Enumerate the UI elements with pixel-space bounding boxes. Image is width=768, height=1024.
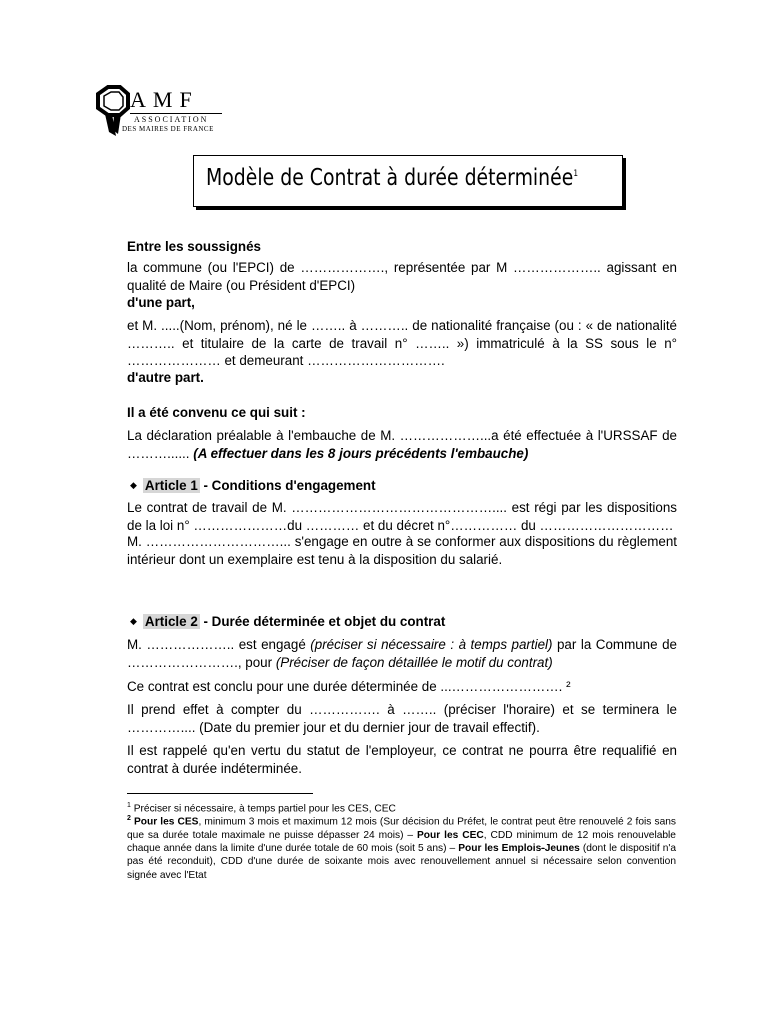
agreement-heading: Il a été convenu ce qui suit : — [127, 405, 306, 420]
footnote-1-text: Préciser si nécessaire, à temps partiel pour les CES, CEC — [130, 803, 396, 815]
footnote-ej-1: Pour les Emplois — [458, 842, 542, 854]
article1-para1: Le contrat de travail de M. ……………………………………….... est régi par les dispositions de la loi n° …………………du ………… et du décret n°…………… du ………………………… — [127, 500, 677, 533]
declaration-text: La déclaration préalable à l'embauche de M. ………………...a été effectuée à l'URSSAF de ………...... — [127, 428, 677, 461]
declaration-paragraph — [127, 427, 677, 462]
article2-para3: Il prend effet à compter du ……………. à …….. (préciser l'horaire) et se terminera le ………….... (Date du premier jour et du dernier jour de travail effectif). — [127, 702, 677, 735]
footnote-ej-2: Jeunes — [544, 842, 580, 854]
article1-number: Article 1 — [144, 478, 198, 493]
article1-title: - Conditions d'engagement — [199, 478, 376, 493]
parties-heading: Entre les soussignés — [127, 239, 261, 254]
logo-line2: DES MAIRES DE FRANCE — [122, 125, 214, 133]
title-box — [193, 155, 623, 207]
footnote-ej-dash: - — [541, 842, 545, 854]
amf-logo — [92, 84, 232, 144]
part1-label: d'une part, — [127, 295, 195, 310]
footnote-2 — [127, 812, 676, 882]
declaration-note: (A effectuer dans les 8 jours précédents l'embauche) — [193, 445, 529, 461]
bullet-icon: ◆ — [130, 480, 137, 490]
footnote-2-mark: 2 — [127, 815, 131, 822]
title-text: Modèle de Contrat à durée déterminée — [206, 165, 574, 191]
article2-para1 — [127, 636, 677, 671]
logo-letters: AMF — [130, 87, 199, 112]
article2-number: Article 2 — [144, 614, 198, 629]
logo-line1: ASSOCIATION — [134, 115, 209, 124]
footnote-cec: Pour les CEC — [417, 829, 484, 841]
article1-heading — [130, 477, 376, 496]
title-footnote-ref: 1 — [573, 169, 579, 179]
footnote-1-mark: 1 — [127, 802, 131, 809]
article2-title: - Durée déterminée et objet du contrat — [199, 614, 446, 629]
logo-divider — [130, 113, 222, 114]
part2-label: d'autre part. — [127, 370, 204, 385]
commune-text: par la Commune de ……………………., pour — [127, 637, 677, 670]
footnote-ces-text: , minimum 3 mois et maximum 12 mois (Sur décision du Préfet, le contrat peut être renouvelé 2 fois sans que sa durée totale maximale ne puisse dépasser 24 mois) – — [127, 816, 676, 841]
footnote-ces: Pour les CES — [134, 816, 199, 828]
article2-para2: Ce contrat est conclu pour une durée déterminée de ...……………………. ² — [127, 679, 571, 694]
employee-line: et M. .....(Nom, prénom), né le …….. à ……….. de nationalité française (ou : « de nationalité ……….. et titulaire de la carte de travail n° …….. ») immatriculé à la SS sous le n° ………………… et demeurant …………………………. — [127, 318, 677, 368]
footnote-ej-text: (dont le dispositif n'a pas été reconduit), CDD d'une durée de soixante mois avec renouvellement annuel si nécessaire selon convention signée avec l'Etat — [127, 842, 676, 881]
part-time-note: (préciser si nécessaire : à temps partiel) — [310, 637, 553, 652]
footnote-cec-text: , CDD minimum de 12 mois renouvelable chaque année dans la limite d'une durée totale de 60 mois (soit 5 ans) – — [127, 829, 676, 854]
motive-note: (Préciser de façon détaillée le motif du contrat) — [275, 654, 553, 670]
commune-line: la commune (ou l'EPCI) de ………………., représentée par M ……………….. agissant en qualité de Maire (ou Président d'EPCI) — [127, 260, 677, 293]
engaged-text: M. ……………….. est engagé — [127, 637, 311, 652]
bullet-icon: ◆ — [130, 616, 137, 626]
article2-para4: Il est rappelé qu'en vertu du statut de l'employeur, ce contrat ne pourra être requalifié en contrat à durée indéterminée. — [127, 743, 677, 776]
amf-emblem-icon — [92, 84, 132, 144]
article1-para2: M. …………………………... s'engage en outre à se conformer aux dispositions du règlement intérieur dont un exemplaire est tenu à la disposition du salarié. — [127, 534, 677, 567]
page-title — [206, 165, 578, 191]
footnote-divider — [127, 793, 313, 794]
article2-heading — [130, 613, 445, 632]
